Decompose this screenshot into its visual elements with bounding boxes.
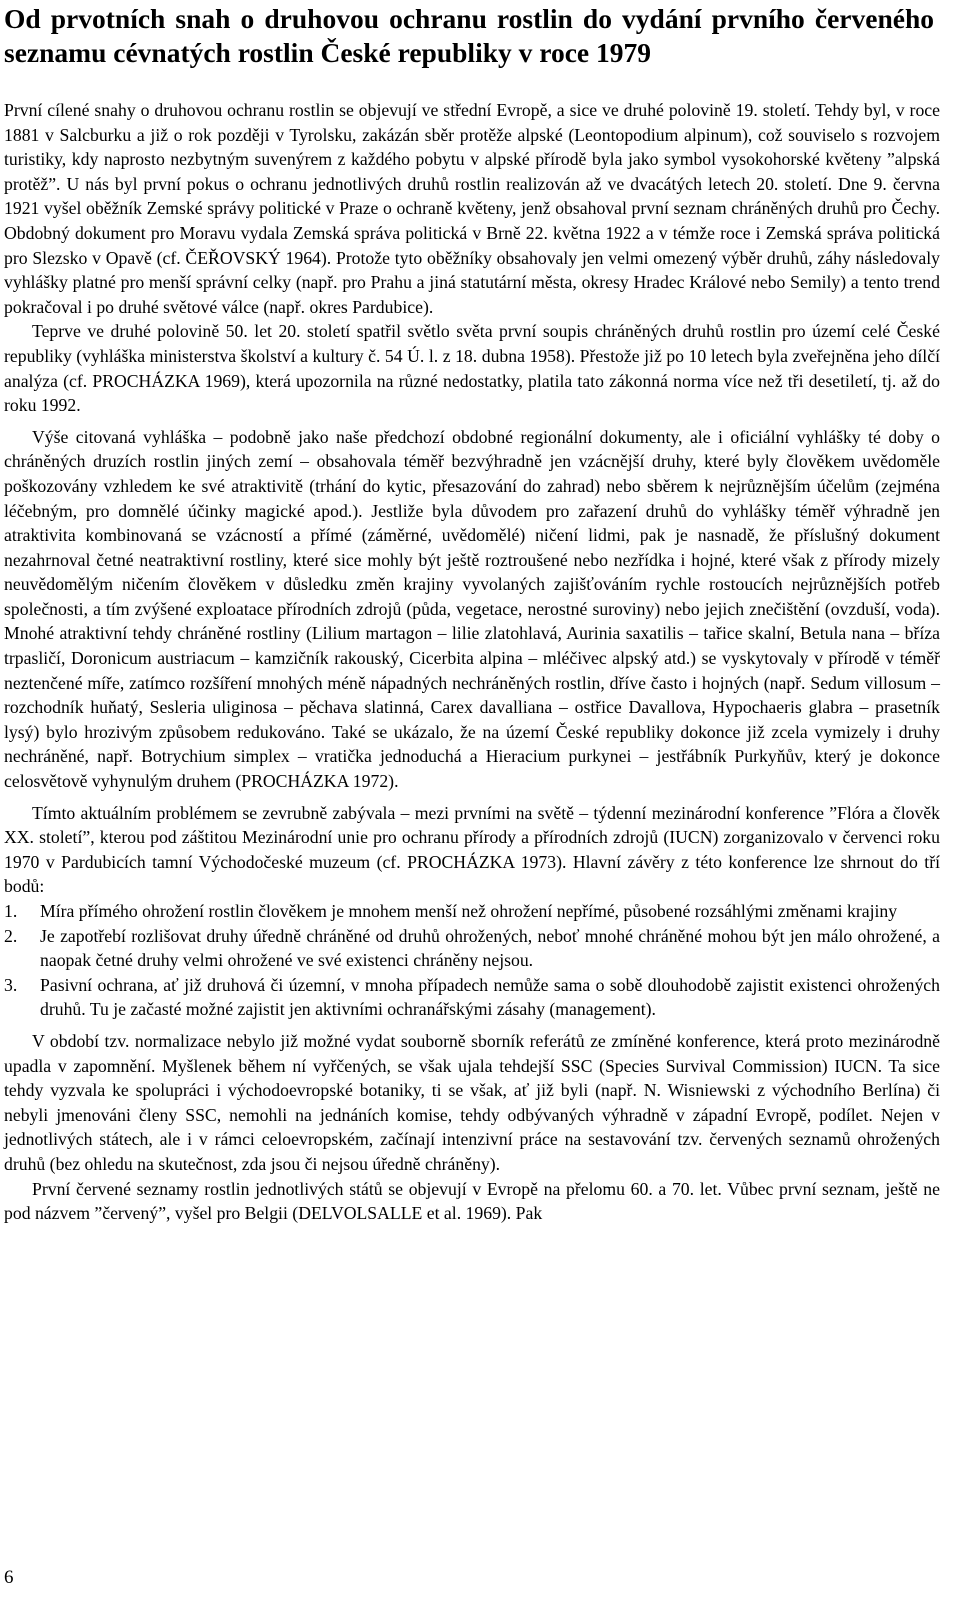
paragraph-spacer xyxy=(4,418,940,425)
page-title: Od prvotních snah o druhovou ochranu rostlin do vydání prvního červeného seznamu cévnatých rostlin České republiky v roce 1979 xyxy=(4,3,934,68)
paragraph-normalization-era: V období tzv. normalizace nebylo již možné vydat souborně sborník referátů ze zmíněné konference, která proto mezinárodně upadla v zapomnění. Myšlenek během ní vyřčených, se však ujala tehdejší SSC (Species Survival Commission) IUCN. Ta sice tehdy vyzvala ke spolupráci i východoevropské botaniky, ti se však, ať již byli (např. N. Wisniewski z východního Berlína) či nebyli jmenováni členy SSC, nemohli na jednáních komise, tehdy odbývaných výhradně v západní Evropě, podílet. Nejen v jednotlivých státech, ale i v rámci celoevropském, začínají intenzivní práce na sestavování tzv. červených seznamů ohrožených druhů (bez ohledu na skutečnost, zda jsou či nejsou úředně chráněny). xyxy=(4,1030,940,1174)
article-body xyxy=(4,98,940,1226)
page-number: 6 xyxy=(4,1567,14,1588)
paragraph-spacer xyxy=(4,794,940,801)
list-item-text: Míra přímého ohrožení rostlin člověkem je mnohem menší než ohrožení nepřímé, působené rozsáhlými změnami krajiny xyxy=(40,901,898,921)
paragraph-spacer xyxy=(4,1022,940,1029)
list-item xyxy=(4,899,940,924)
paragraph-first-national-list: Teprve ve druhé polovině 50. let 20. století spatřil světlo světa první soupis chráněných druhů rostlin pro území celé České republiky (vyhláška ministerstva školství a kultury č. 54 Ú. l. z 18. dubna 1958). Přestože již po 10 letech byla zveřejněna jeho dílčí analýza (cf. PROCHÁZKA 1969), která upozornila na různé nedostatky, platila tato zákonná norma více než tři desetiletí, tj. až do roku 1992. xyxy=(4,321,940,416)
list-item-number: 1. xyxy=(4,901,18,921)
list-item-number: 2. xyxy=(4,925,18,946)
list-item-text: Pasivní ochrana, ať již druhová či územní, v mnoha případech nemůže sama o sobě dlouhodobě zajistit existenci ohrožených druhů. Tu je začasté možné zajistit jen aktivními ochranářskými zásahy (management). xyxy=(40,974,940,1020)
paragraph-early-protection: První cílené snahy o druhovou ochranu rostlin se objevují ve střední Evropě, a sice ve druhé polovině 19. století. Tehdy byl, v roce 1881 v Salcburku a již o rok později v Tyrolsku, zakázán sběr protěže alpské (Leontopodium alpinum), což souviselo s rozvojem turistiky, kdy naprosto nezbytným suvenýrem z každého pobytu v alpské přírodě byla jako symbol vysokohorské květeny ”alpská protěž”. U nás byl první pokus o ochranu jednotlivých druhů rostlin realizován až ve dvacátých letech 20. století. Dne 9. června 1921 vyšel oběžník Zemské správy politické v Praze o ochraně květeny, jenž obsahoval první seznam chráněných druhů pro Čechy. Obdobný dokument pro Moravu vydala Zemská správa politická v Brně 22. května 1922 a v témže roce i Zemská správa politická pro Slezsko v Opavě (cf. ČEŘOVSKÝ 1964). Protože tyto oběžníky obsahovaly jen velmi omezený výběr druhů, záhy následovaly vyhlášky platné pro menší správní celky (např. pro Prahu a jiná statutární města, okresy Hradec Králové nebo Semily) a tento trend pokračoval i po druhé světové válce (např. okres Pardubice). xyxy=(4,100,940,317)
list-item xyxy=(4,973,940,1022)
paragraph-decree-analysis: Výše citovaná vyhláška – podobně jako naše předchozí obdobné regionální dokumenty, ale i oficiální vyhlášky té doby o chráněných druzích rostlin jiných zemí – obsahovala téměř bezvýhradně jen vzácnější druhy, které byly člověkem uvědoměle poškozovány vzhledem ke své atraktivitě (trhání do kytic, přesazování do zahrad) nebo sběrem k nejrůznějším účelům (zejména léčebným, pro domnělé účinky magické apod.). Jestliže byla důvodem pro zařazení druhů do vyhlášky téměř výhradně jen atraktivita kombinovaná se vzácností a přímé (záměrné, uvědomělé) ničení lidmi, pak je nasnadě, že příslušný dokument nezahrnoval četné neatraktivní rostliny, které sice mohly být ještě roztroušené nebo nezřídka i hojné, které však z přírody mizely neuvědomělým ničením člověkem v důsledku změn krajiny vyvolaných zajišťováním rychle rostoucích nejrůznějších potřeb společnosti, a tím zvýšené exploatace přírodních zdrojů (půda, vegetace, nerostné suroviny) nebo jejich znečištění (ovzduší, voda). Mnohé atraktivní tehdy chráněné rostliny (Lilium martagon – lilie zlatohlavá, Aurinia saxatilis – tařice skalní, Betula nana – bříza trpasličí, Doronicum austriacum – kamzičník rakouský, Cicerbita alpina – mléčivec alpský atd.) se vyskytovaly v přírodě v téměř neztenčené míře, zatímco rozšíření mnohých méně nápadných nechráněných rostlin, dříve často i hojných (např. Sedum villosum – rozchodník huňatý, Sesleria uliginosa – pěchava slatinná, Carex davalliana – ostřice Davallova, Hypochaeris glabra – prasetník lysý) bylo hrozivým způsobem redukováno. Také se ukázalo, že na území České republiky dokonce již zcela vymizely i druhy nechráněné, např. Botrychium simplex – vratička jednoduchá a Hieracium purkynei – jestřábník Purkyňův, který je dokonce celosvětově vyhynulým druhem (PROCHÁZKA 1972). xyxy=(4,426,940,792)
list-item xyxy=(4,924,940,973)
paragraph-conference: Tímto aktuálním problémem se zevrubně zabývala – mezi prvními na světě – týdenní mezinárodní konference ”Flóra a člověk XX. století”, kterou pod záštitou Mezinárodní unie pro ochranu přírody a přírodních zdrojů (IUCN) zorganizovalo v červenci roku 1970 v Pardubicích tamní Východočeské muzeum (cf. PROCHÁZKA 1973). Hlavní závěry z této konference lze shrnout do tří bodů: xyxy=(4,802,940,897)
conference-conclusions-list xyxy=(4,899,940,1022)
list-item-number: 3. xyxy=(4,974,18,995)
paragraph-first-red-lists: První červené seznamy rostlin jednotlivých států se objevují v Evropě na přelomu 60. a 70. let. Vůbec první seznam, ještě ne pod názvem ”červený”, vyšel pro Belgii (DELVOLSALLE et al. 1969). Pak xyxy=(4,1178,940,1224)
list-item-text: Je zapotřebí rozlišovat druhy úředně chráněné od druhů ohrožených, neboť mnohé chráněné mohou být jen málo ohrožené, a naopak četné druhy velmi ohrožené ve své existenci chráněny nejsou. xyxy=(40,925,940,971)
